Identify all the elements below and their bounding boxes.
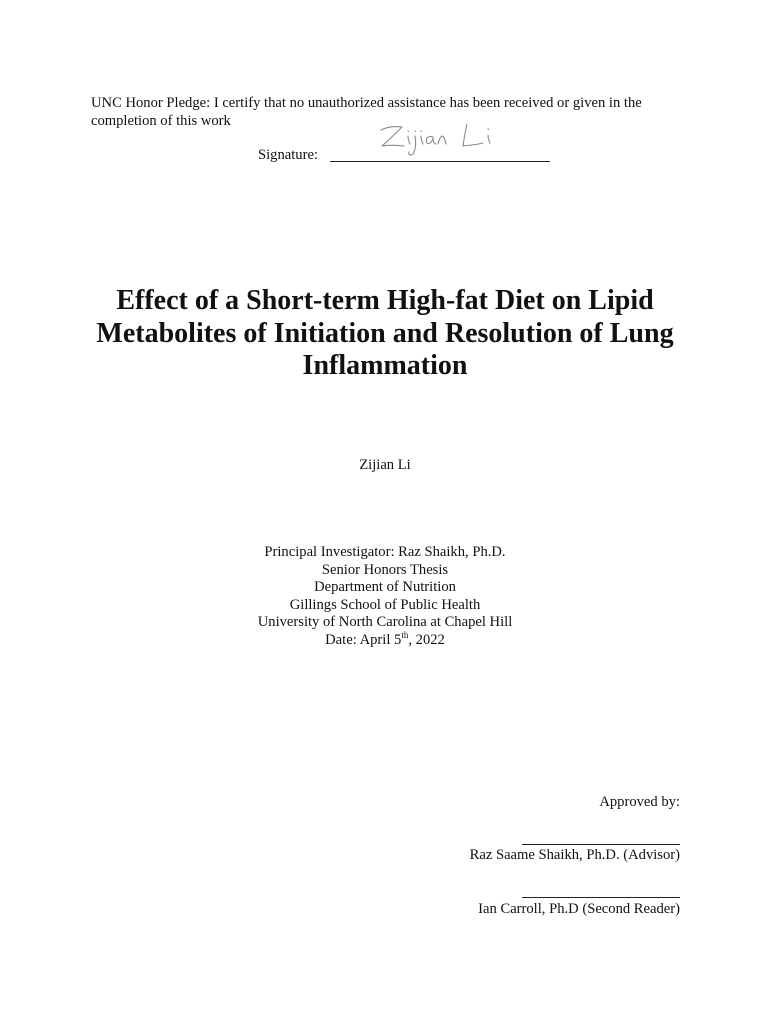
department: Department of Nutrition <box>314 579 456 596</box>
university: University of North Carolina at Chapel Hill <box>257 614 513 631</box>
honor-pledge: UNC Honor Pledge: I certify that no unauthorized assistance has been received or given in the completion of this work <box>91 95 642 129</box>
author-name: Zijian Li <box>359 457 411 473</box>
advisor-signature-line <box>522 844 680 845</box>
second-reader-signature-line <box>522 897 680 898</box>
date-year: , 2022 <box>408 631 445 648</box>
title-line-2: Metabolites of Initiation and Resolution of Lung <box>96 317 674 349</box>
title-line-1: Effect of a Short-term High-fat Diet on Lipid <box>116 285 654 316</box>
thesis-title <box>60 285 710 383</box>
approved-by-label: Approved by: <box>599 794 680 810</box>
thesis-type: Senior Honors Thesis <box>321 561 449 578</box>
signature-label: Signature: <box>258 147 318 163</box>
second-reader-name: Ian Carroll, Ph.D (Second Reader) <box>478 901 680 917</box>
date-prefix: Date: April 5 <box>325 631 402 648</box>
handwritten-signature <box>375 118 500 158</box>
date-ordinal-suffix: th <box>401 630 409 641</box>
school: Gillings School of Public Health <box>289 596 481 613</box>
thesis-info <box>0 544 770 650</box>
signature-underline <box>330 161 550 162</box>
thesis-date <box>0 632 770 650</box>
title-line-3: Inflammation <box>302 350 468 381</box>
advisor-name: Raz Saame Shaikh, Ph.D. (Advisor) <box>469 847 680 863</box>
principal-investigator: Principal Investigator: Raz Shaikh, Ph.D. <box>264 544 506 560</box>
